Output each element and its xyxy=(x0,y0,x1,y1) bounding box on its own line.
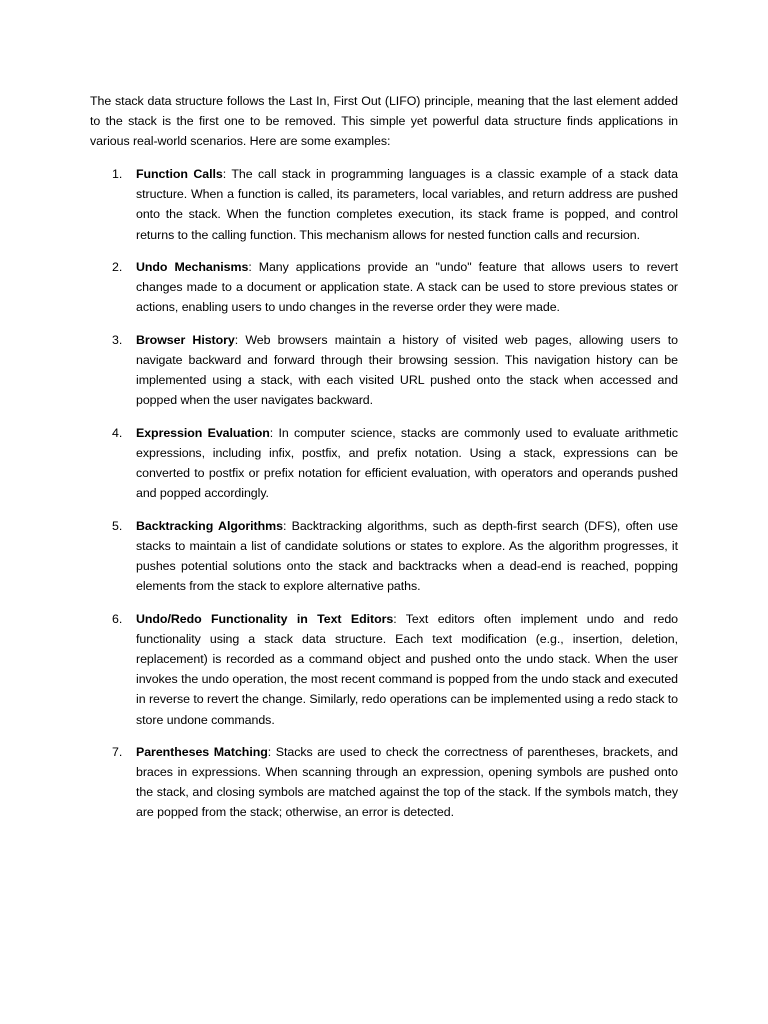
list-item-term: Parentheses Matching xyxy=(136,745,268,760)
list-item-text: : In computer science, stacks are commonly used to evaluate arithmetic expressions, including infix, postfix, and prefix notation. Using a stack, expressions can be converted to postfix or prefix notation for efficient evaluation, with operators and operands pushed and popped accordingly. xyxy=(136,426,678,501)
list-item xyxy=(90,423,678,503)
document-body xyxy=(90,91,678,835)
examples-list xyxy=(90,164,678,822)
list-item-term: Undo/Redo Functionality in Text Editors xyxy=(136,612,394,627)
list-item xyxy=(90,609,678,730)
list-item-number: 4. xyxy=(112,426,123,441)
list-item-number: 1. xyxy=(112,167,123,182)
list-item xyxy=(90,742,678,822)
list-item-term: Backtracking Algorithms xyxy=(136,519,283,534)
list-item-text: : Many applications provide an "undo" feature that allows users to revert changes made to a document or application state. A stack can be used to store previous states or actions, enabling users to undo changes in the reverse order they were made. xyxy=(136,260,678,315)
list-item-term: Expression Evaluation xyxy=(136,426,270,441)
list-item-number: 3. xyxy=(112,333,123,348)
list-item-number: 5. xyxy=(112,519,123,534)
list-item-term: Function Calls xyxy=(136,167,223,182)
list-item xyxy=(90,164,678,244)
list-item xyxy=(90,516,678,596)
list-item xyxy=(90,257,678,317)
list-item-number: 7. xyxy=(112,745,123,760)
list-item-text: : The call stack in programming languages is a classic example of a stack data structure. When a function is called, its parameters, local variables, and return address are pushed onto the stack. When the function completes execution, its stack frame is popped, and control returns to the calling function. This mechanism allows for nested function calls and recursion. xyxy=(136,167,678,242)
list-item xyxy=(90,330,678,410)
list-item-text: : Stacks are used to check the correctness of parentheses, brackets, and braces in expressions. When scanning through an expression, opening symbols are pushed onto the stack, and closing symbols are matched against the top of the stack. If the symbols match, they are popped from the stack; otherwise, an error is detected. xyxy=(136,745,678,820)
intro-paragraph: The stack data structure follows the Last In, First Out (LIFO) principle, meaning that the last element added to the stack is the first one to be removed. This simple yet powerful data structure finds applications in various real-world scenarios. Here are some examples: xyxy=(90,94,678,149)
list-item-text: : Web browsers maintain a history of visited web pages, allowing users to navigate backward and forward through their browsing session. This navigation history can be implemented using a stack, with each visited URL pushed onto the stack when accessed and popped when the user navigates backward. xyxy=(136,333,678,408)
list-item-number: 6. xyxy=(112,612,123,627)
list-item-text: : Backtracking algorithms, such as depth-first search (DFS), often use stacks to maintain a list of candidate solutions or states to explore. As the algorithm progresses, it pushes potential solutions onto the stack and backtracks when a dead-end is reached, popping elements from the stack to explore alternative paths. xyxy=(136,519,678,594)
list-item-term: Undo Mechanisms xyxy=(136,260,249,275)
list-item-text: : Text editors often implement undo and redo functionality using a stack data structure. Each text modification (e.g., insertion, deletion, replacement) is recorded as a command object and pushed onto the undo stack. When the user invokes the undo operation, the most recent command is popped from the undo stack and executed in reverse to revert the change. Similarly, redo operations can be implemented using a redo stack to store undone commands. xyxy=(136,612,678,727)
list-item-term: Browser History xyxy=(136,333,235,348)
list-item-number: 2. xyxy=(112,260,123,275)
